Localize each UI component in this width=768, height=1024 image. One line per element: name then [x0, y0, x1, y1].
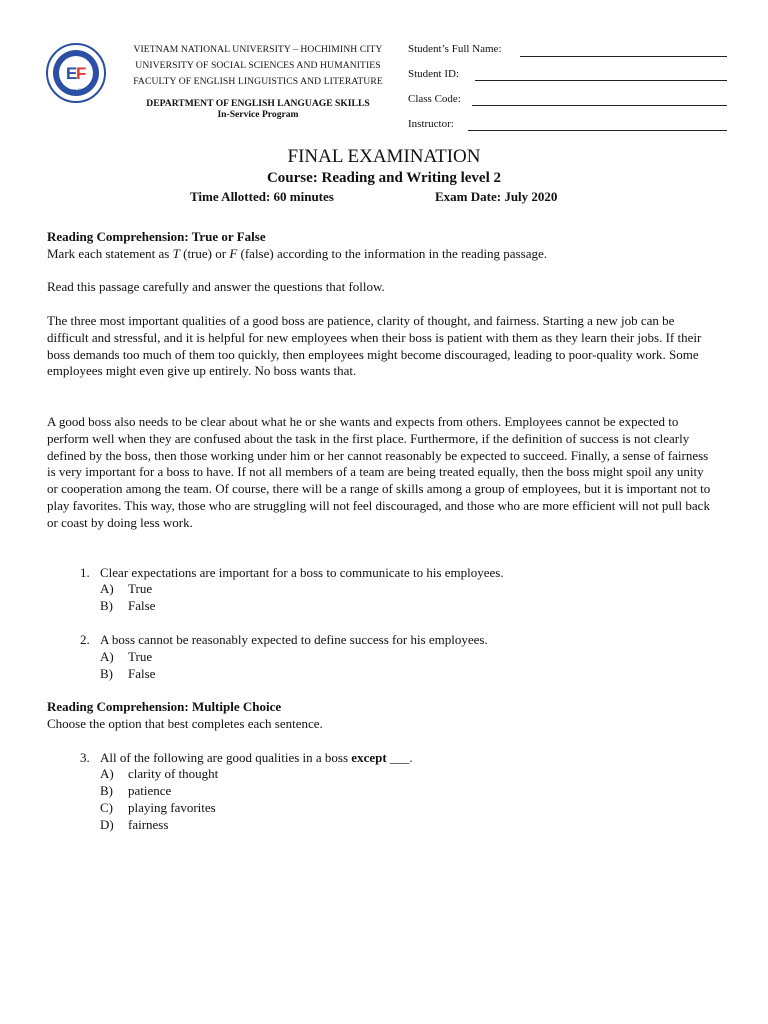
- institution-line-2: UNIVERSITY OF SOCIAL SCIENCES AND HUMANITIES: [135, 60, 381, 71]
- institution-line-3: FACULTY OF ENGLISH LINGUISTICS AND LITERATURE: [133, 76, 383, 87]
- section1-instruction: Mark each statement as T (true) or F (false) according to the information in the reading passage.: [47, 246, 547, 261]
- student-id-field[interactable]: [475, 80, 727, 81]
- instructor-label: Instructor:: [408, 118, 454, 130]
- class-code-label: Class Code:: [408, 93, 461, 105]
- exam-date: Exam Date: July 2020: [435, 189, 558, 204]
- passage-paragraph-1: The three most important qualities of a good boss are patience, clarity of thought, and fairness. Starting a new job can be difficult and stressful, and it is helpful for new employees when their boss is patient with them as they learn their jobs. If their boss demands too much of them too quickly, then employees might become discouraged, leading to poor-quality work. Some employees might even give up entirely. No boss wants that.: [47, 313, 702, 379]
- time-allotted: Time Allotted: 60 minutes: [190, 189, 334, 204]
- university-logo: [46, 43, 106, 103]
- program-name: In-Service Program: [217, 109, 299, 120]
- question-3-option-c[interactable]: C) playing favorites: [100, 800, 216, 815]
- svg-text:Since 1957: Since 1957: [65, 87, 87, 92]
- question-1-option-a[interactable]: A) True: [100, 581, 153, 596]
- student-name-field[interactable]: [520, 56, 727, 57]
- question-2: 2. A boss cannot be reasonably expected to define success for his employees.: [80, 632, 488, 647]
- question-3-option-d[interactable]: D) fairness: [100, 817, 169, 832]
- exam-title: FINAL EXAMINATION: [287, 146, 481, 167]
- question-1: 1. Clear expectations are important for a boss to communicate to his employees.: [80, 565, 504, 580]
- question-3: 3. All of the following are good qualities in a boss except ___.: [80, 750, 413, 765]
- course-title: Course: Reading and Writing level 2: [266, 170, 502, 186]
- question-2-option-a[interactable]: A) True: [100, 649, 153, 664]
- class-code-field[interactable]: [472, 105, 727, 106]
- question-3-option-a[interactable]: A) clarity of thought: [100, 766, 219, 781]
- question-3-option-b[interactable]: B) patience: [100, 783, 172, 798]
- section1-heading: Reading Comprehension: True or False: [47, 229, 266, 244]
- question-2-option-b[interactable]: B) False: [100, 666, 156, 681]
- department-name: DEPARTMENT OF ENGLISH LANGUAGE SKILLS: [146, 98, 370, 109]
- section2-instruction: Choose the option that best completes each sentence.: [47, 716, 323, 731]
- instructor-field[interactable]: [468, 130, 727, 131]
- svg-text:F: F: [76, 64, 87, 83]
- section2-heading: Reading Comprehension: Multiple Choice: [47, 699, 282, 714]
- svg-text:E: E: [66, 64, 78, 83]
- institution-line-1: VIETNAM NATIONAL UNIVERSITY – HOCHIMINH CITY: [133, 44, 383, 55]
- student-id-label: Student ID:: [408, 68, 460, 80]
- question-1-option-b[interactable]: B) False: [100, 598, 156, 613]
- student-name-label: Student’s Full Name:: [408, 43, 502, 55]
- passage-intro: Read this passage carefully and answer the questions that follow.: [47, 279, 385, 294]
- passage-paragraph-2: A good boss also needs to be clear about what he or she wants and expects from others. Employees cannot be expected to perform well when they are confused about the task in the first place. Furthermore, if the definition of success is not clearly defined by the boss, then those working under him or her cannot reasonably be expected to succeed. Finally, a sense of fairness is very important for a boss to have. If not all members of a team are being treated equally, then the boss might spoil any unity or cooperation among the team. Of course, there will be a range of skills among a group of employees, but it is important not to play favorites. This way, those who are struggling will not feel discouraged, and those who are more efficient will not pull back or coast by doing less work.: [47, 414, 711, 530]
